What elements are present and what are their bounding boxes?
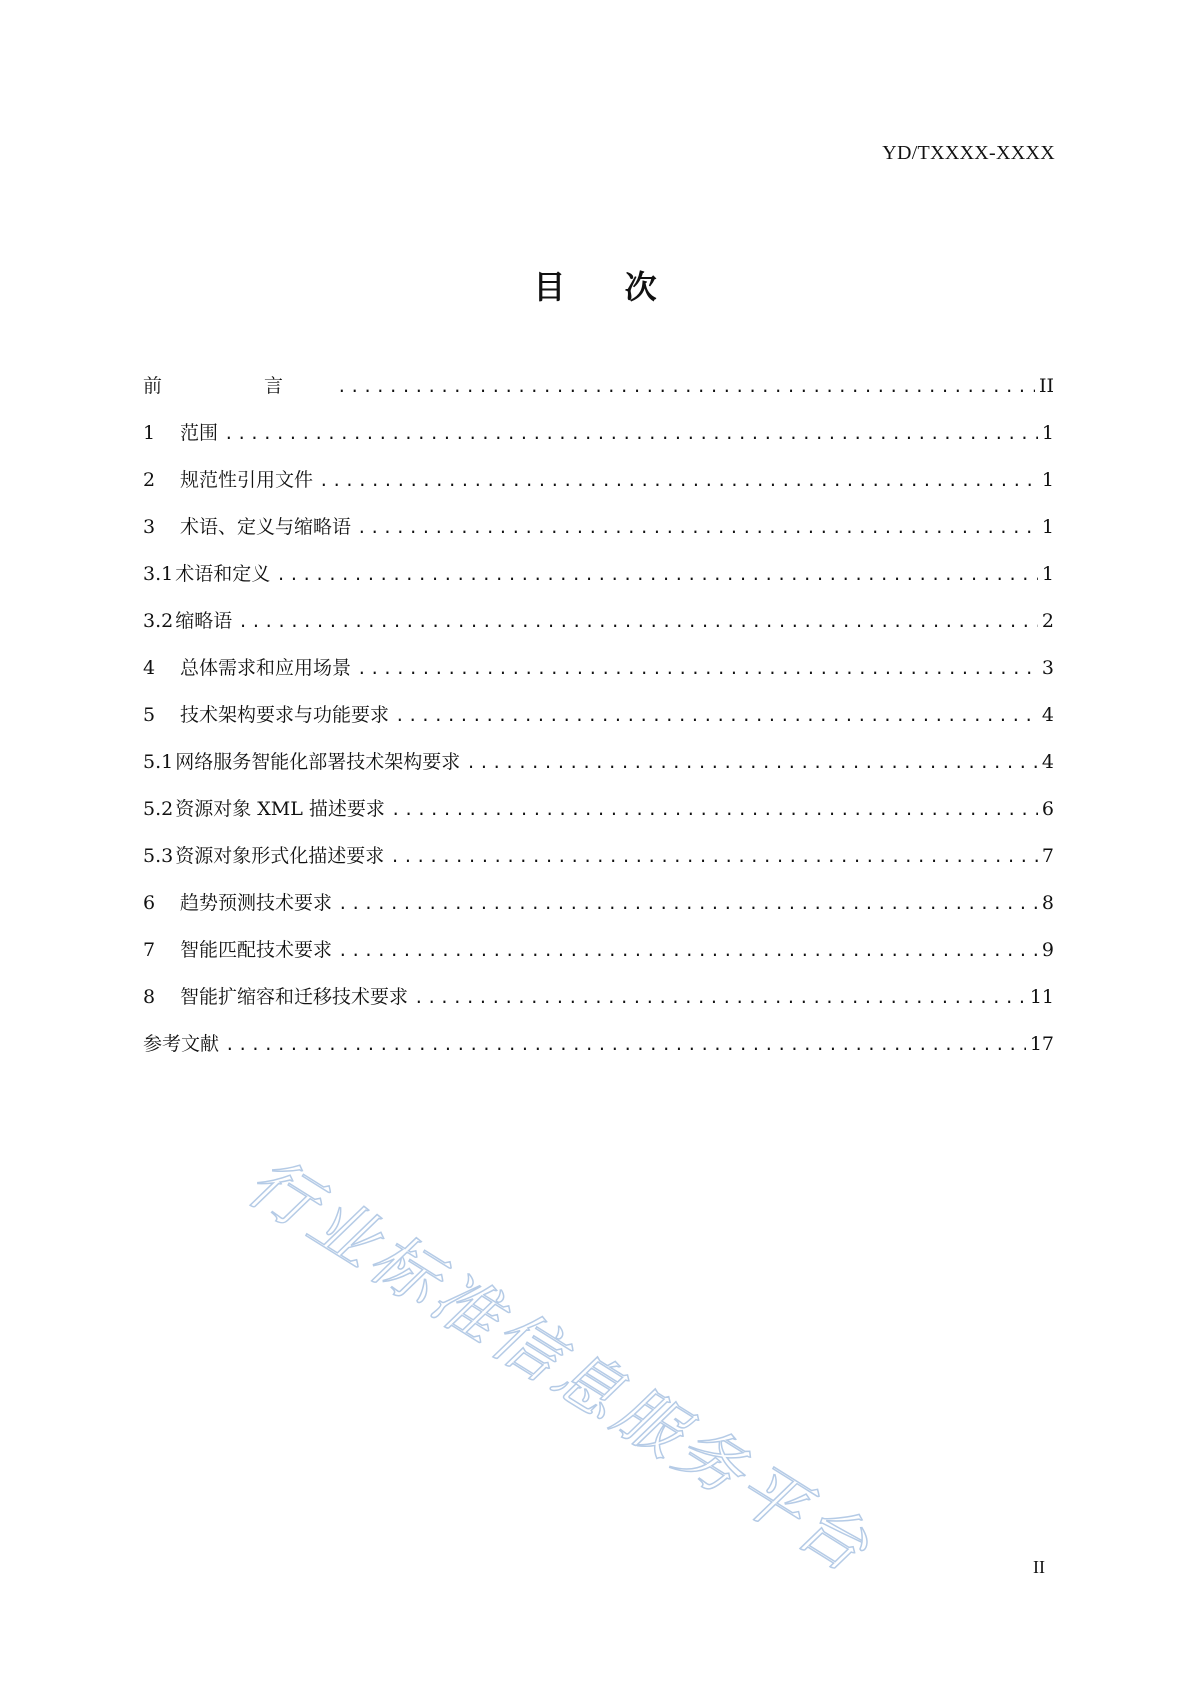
toc-entry-label: 趋势预测技术要求 [180,892,333,914]
toc-dot-leader [276,565,1038,584]
toc-dot-leader [238,612,1038,631]
toc-entry-page: 11 [1029,986,1054,1008]
toc-entry-label: 规范性引用文件 [180,469,314,491]
toc-dot-leader [337,377,1035,396]
toc-entry-page: 1 [1041,469,1054,491]
toc-entry-page: 17 [1029,1033,1054,1055]
toc-dot-leader [319,471,1038,490]
toc-entry-5-2[interactable] [143,794,1054,841]
toc-dot-leader [414,988,1026,1007]
toc-dot-leader [338,941,1038,960]
toc-entry-number: 3.1 [143,563,174,585]
toc-entry-1[interactable] [143,418,1054,465]
toc-entry-label: 智能扩缩容和迁移技术要求 [180,986,409,1008]
toc-entry-page: 7 [1041,845,1054,867]
toc-entry-number: 8 [143,986,156,1008]
watermark-text: 行业标准信息服务平台 [234,1142,886,1590]
toc-entry-label: 范围 [180,422,219,444]
toc-entry-label: 缩略语 [175,610,233,632]
toc-entry-page: 1 [1041,422,1054,444]
toc-entry-number: 5.2 [143,798,174,820]
toc-entry-6[interactable] [143,888,1054,935]
document-code: YD/TXXXX-XXXX [882,142,1055,164]
toc-entry-4[interactable] [143,653,1054,700]
toc-entry-page: 3 [1041,657,1054,679]
toc-entry-page: 6 [1041,798,1054,820]
toc-entry-5-1[interactable] [143,747,1054,794]
toc-dot-leader [224,424,1038,443]
toc-dot-leader [225,1035,1026,1054]
toc-entry-label: 前 言 [143,375,332,397]
toc-entry-foreword[interactable] [143,371,1054,418]
toc-entry-number: 6 [143,892,156,914]
toc-entry-3-2[interactable] [143,606,1054,653]
toc-entry-5-3[interactable] [143,841,1054,888]
toc-entry-3[interactable] [143,512,1054,559]
toc-entry-number: 1 [143,422,156,444]
toc-entry-number: 7 [143,939,156,961]
toc-entry-label: 智能匹配技术要求 [180,939,333,961]
toc-entry-number: 2 [143,469,156,491]
toc-entry-label: 资源对象 XML 描述要求 [175,798,385,820]
toc-entry-label: 参考文献 [143,1033,220,1055]
toc-entry-page: 1 [1041,563,1054,585]
toc-entry-page: II [1038,375,1054,397]
toc-entry-8[interactable] [143,982,1054,1029]
toc-entry-references[interactable] [143,1029,1054,1076]
toc-entry-2[interactable] [143,465,1054,512]
toc-entry-number: 3.2 [143,610,174,632]
toc-title: 目 次 [533,268,681,306]
toc-dot-leader [357,518,1038,537]
toc-entry-label: 网络服务智能化部署技术架构要求 [175,751,461,773]
toc-dot-leader [390,847,1038,866]
toc-entry-label: 术语和定义 [175,563,271,585]
toc-entry-page: 2 [1041,610,1054,632]
page-number: II [1033,1557,1045,1577]
toc-dot-leader [357,659,1038,678]
toc-entry-page: 4 [1041,704,1054,726]
toc-entry-label: 术语、定义与缩略语 [180,516,352,538]
toc-entry-label: 技术架构要求与功能要求 [180,704,390,726]
toc-entry-label: 总体需求和应用场景 [180,657,352,679]
toc-entry-5[interactable] [143,700,1054,747]
toc-entry-7[interactable] [143,935,1054,982]
toc-dot-leader [466,753,1038,772]
toc-entry-label: 资源对象形式化描述要求 [175,845,385,867]
toc-dot-leader [395,706,1038,725]
toc-entry-page: 9 [1041,939,1054,961]
toc-entry-page: 1 [1041,516,1054,538]
toc-entry-3-1[interactable] [143,559,1054,606]
toc-entry-page: 4 [1041,751,1054,773]
toc-entry-number: 5.3 [143,845,174,867]
toc-dot-leader [391,800,1038,819]
toc-entry-number: 5.1 [143,751,174,773]
toc-entry-number: 3 [143,516,156,538]
toc-dot-leader [338,894,1038,913]
toc-entry-number: 4 [143,657,156,679]
toc-entry-page: 8 [1041,892,1054,914]
table-of-contents [143,371,1054,1076]
toc-entry-number: 5 [143,704,156,726]
